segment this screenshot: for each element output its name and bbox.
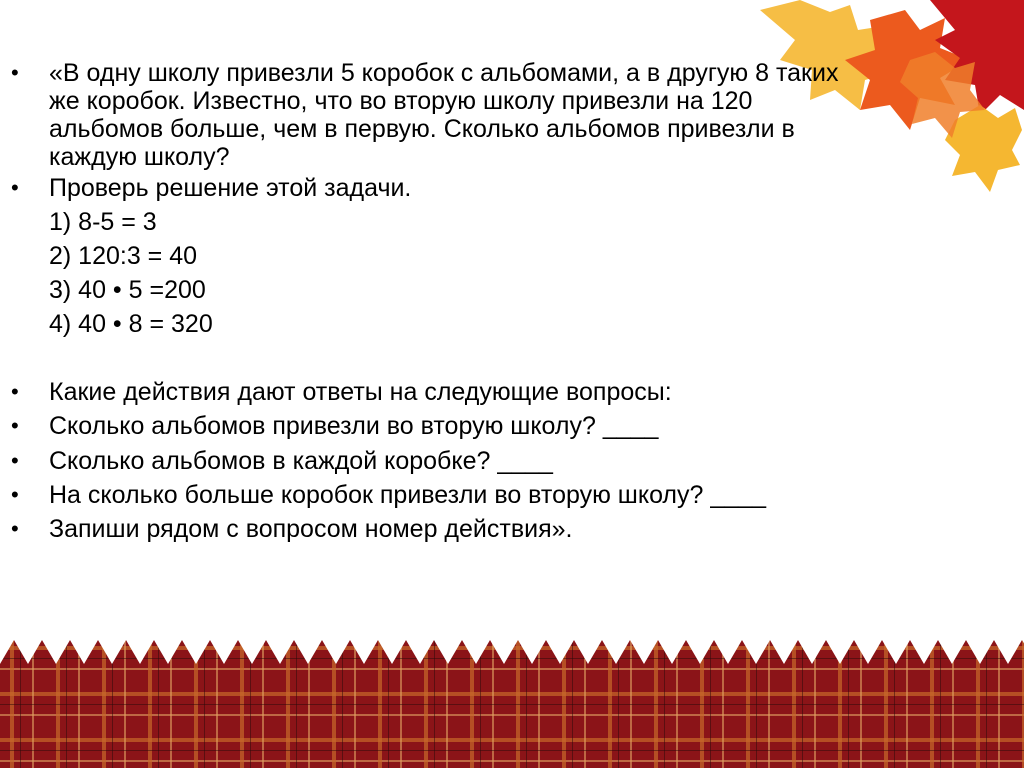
- plaid-border-decoration: [0, 638, 1024, 768]
- problem-line-2: же коробок. Известно, что во вторую школу привезли на 120: [49, 87, 753, 115]
- solution-step: 3) 40 • 5 =200: [49, 276, 206, 304]
- problem-line-3: альбомов больше, чем в первую. Сколько альбомов привезли в: [49, 115, 795, 143]
- bullet-marker: •: [11, 413, 19, 438]
- bullet-marker: •: [11, 379, 19, 404]
- solution-step: 1) 8-5 = 3: [49, 208, 157, 236]
- questions-intro: Какие действия дают ответы на следующие вопросы:: [49, 378, 672, 406]
- bullet-marker: •: [11, 175, 19, 200]
- bullet-marker: •: [11, 482, 19, 507]
- solution-step: 2) 120:3 = 40: [49, 242, 198, 270]
- question-item: На сколько больше коробок привезли во вторую школу? ____: [49, 481, 766, 509]
- bullet-marker: •: [11, 60, 19, 85]
- solution-step: 4) 40 • 8 = 320: [49, 310, 213, 338]
- check-prompt: Проверь решение этой задачи.: [49, 174, 412, 202]
- question-item: Сколько альбомов в каждой коробке? ____: [49, 447, 553, 475]
- question-item: Запиши рядом с вопросом номер действия».: [49, 515, 573, 543]
- question-item: Сколько альбомов привезли во вторую школу? ____: [49, 412, 659, 440]
- problem-line-4: каждую школу?: [49, 143, 230, 171]
- problem-line-1: «В одну школу привезли 5 коробок с альбомами, а в другую 8 таких: [49, 59, 839, 87]
- bullet-marker: •: [11, 448, 19, 473]
- bullet-marker: •: [11, 516, 19, 541]
